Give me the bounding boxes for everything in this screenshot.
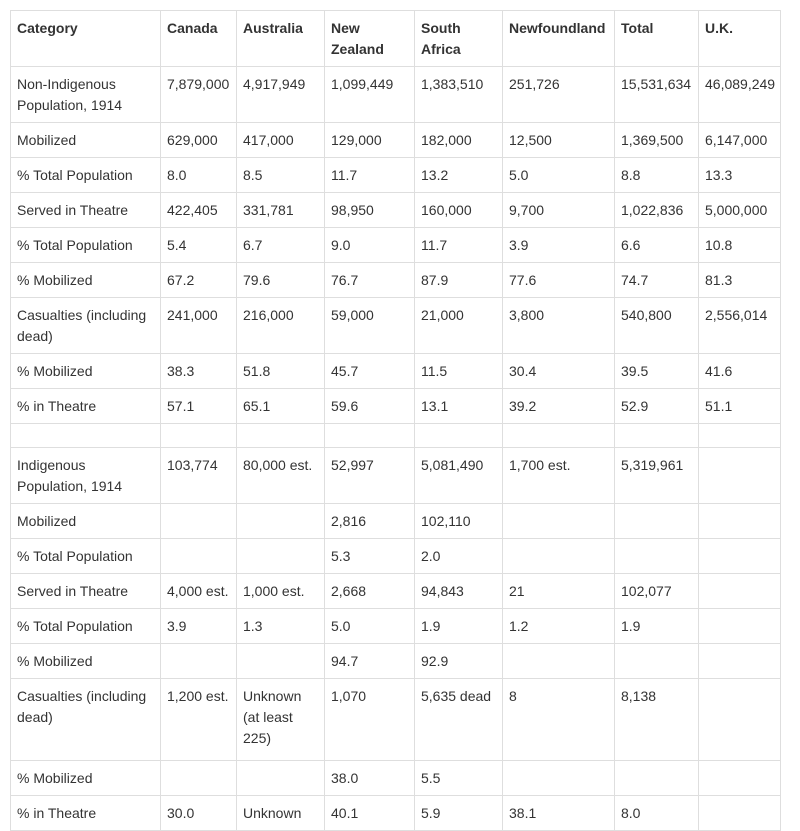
table-cell: 6.6 [615,228,699,263]
table-cell [699,679,781,761]
table-cell: 5,081,490 [415,448,503,504]
table-cell: 67.2 [161,263,237,298]
table-cell: 41.6 [699,354,781,389]
table-cell: 38.0 [325,761,415,796]
row-label-cell: % Mobilized [11,354,161,389]
table-cell: 7,879,000 [161,67,237,123]
table-cell: 417,000 [237,123,325,158]
table-cell: 94,843 [415,574,503,609]
table-cell: 59.6 [325,389,415,424]
table-cell: 40.1 [325,796,415,831]
table-cell: 2.0 [415,539,503,574]
table-cell: 103,774 [161,448,237,504]
table-cell: 11.7 [325,158,415,193]
row-label-cell: % in Theatre [11,796,161,831]
table-cell: 5.5 [415,761,503,796]
separator-cell [615,424,699,448]
table-row [11,389,781,424]
header-cell: U.K. [699,11,781,67]
header-cell: Canada [161,11,237,67]
table-cell: 3,800 [503,298,615,354]
row-label-cell: Casualties (including dead) [11,679,161,761]
table-cell: 38.1 [503,796,615,831]
table-cell: 46,089,249 [699,67,781,123]
table-cell: 251,726 [503,67,615,123]
header-row [11,11,781,67]
separator-cell [11,424,161,448]
separator-cell [161,424,237,448]
table-cell: 13.1 [415,389,503,424]
table-row [11,193,781,228]
table-cell: 94.7 [325,644,415,679]
table-cell: 1,070 [325,679,415,761]
row-label-cell: % Mobilized [11,761,161,796]
table-cell: 21,000 [415,298,503,354]
table-cell: 98,950 [325,193,415,228]
table-cell: 12,500 [503,123,615,158]
table-cell: Unknown [237,796,325,831]
table-row [11,298,781,354]
table-cell: 3.9 [161,609,237,644]
table-row [11,354,781,389]
table-cell: 129,000 [325,123,415,158]
table-row [11,67,781,123]
table-cell [237,539,325,574]
table-cell: 2,556,014 [699,298,781,354]
row-label-cell: Served in Theatre [11,193,161,228]
table-row [11,609,781,644]
table-row [11,796,781,831]
row-label-cell: % Total Population [11,539,161,574]
table-cell [699,448,781,504]
table-cell: 15,531,634 [615,67,699,123]
row-label-cell: Served in Theatre [11,574,161,609]
table-cell: 11.5 [415,354,503,389]
table-cell: 13.3 [699,158,781,193]
table-cell [161,504,237,539]
table-cell: 102,077 [615,574,699,609]
table-row [11,679,781,761]
table-cell: 1.2 [503,609,615,644]
table-cell: 5,319,961 [615,448,699,504]
table-cell: 9.0 [325,228,415,263]
table-cell: Unknown (at least 225) [237,679,325,761]
table-cell: 1,000 est. [237,574,325,609]
table-cell: 5.9 [415,796,503,831]
table-cell: 540,800 [615,298,699,354]
table-cell: 241,000 [161,298,237,354]
table-cell [237,761,325,796]
table-cell: 8.8 [615,158,699,193]
table-cell: 87.9 [415,263,503,298]
table-cell: 5.0 [503,158,615,193]
header-cell: South Africa [415,11,503,67]
row-label-cell: Casualties (including dead) [11,298,161,354]
table-cell [503,504,615,539]
table-row [11,539,781,574]
table-row [11,504,781,539]
separator-cell [237,424,325,448]
table-cell: 51.1 [699,389,781,424]
table-cell: 77.6 [503,263,615,298]
table-cell [699,761,781,796]
table-cell: 52,997 [325,448,415,504]
table-cell: 160,000 [415,193,503,228]
table-cell: 331,781 [237,193,325,228]
table-cell: 1,700 est. [503,448,615,504]
row-label-cell: Non-Indigenous Population, 1914 [11,67,161,123]
table-cell: 57.1 [161,389,237,424]
table-row [11,158,781,193]
row-label-cell: % Mobilized [11,263,161,298]
row-label-cell: % in Theatre [11,389,161,424]
table-cell: 2,668 [325,574,415,609]
table-cell: 5.4 [161,228,237,263]
table-cell: 65.1 [237,389,325,424]
separator-cell [325,424,415,448]
table-cell: 8 [503,679,615,761]
table-cell: 216,000 [237,298,325,354]
table-cell: 8.5 [237,158,325,193]
table-cell: 5.3 [325,539,415,574]
table-cell: 30.0 [161,796,237,831]
table-cell: 8.0 [161,158,237,193]
table-cell: 102,110 [415,504,503,539]
table-cell: 79.6 [237,263,325,298]
table-cell: 1,099,449 [325,67,415,123]
table-cell: 5,000,000 [699,193,781,228]
table-row [11,761,781,796]
table-cell: 81.3 [699,263,781,298]
table-cell: 8.0 [615,796,699,831]
table-cell [161,761,237,796]
section-separator-row [11,424,781,448]
table-cell: 1,369,500 [615,123,699,158]
table-cell: 1.9 [615,609,699,644]
table-cell [161,644,237,679]
header-cell: Australia [237,11,325,67]
military-statistics-table [10,10,781,831]
table-row [11,263,781,298]
table-cell [699,609,781,644]
header-cell: Newfoundland [503,11,615,67]
table-cell [161,539,237,574]
table-container [10,10,781,831]
table-cell [699,539,781,574]
row-label-cell: Indigenous Population, 1914 [11,448,161,504]
table-cell: 422,405 [161,193,237,228]
table-cell: 30.4 [503,354,615,389]
header-cell: Category [11,11,161,67]
table-cell: 92.9 [415,644,503,679]
separator-cell [503,424,615,448]
table-cell: 74.7 [615,263,699,298]
table-cell [615,539,699,574]
table-cell: 1,383,510 [415,67,503,123]
table-cell [699,644,781,679]
table-row [11,123,781,158]
table-cell: 76.7 [325,263,415,298]
table-cell: 11.7 [415,228,503,263]
row-label-cell: % Total Population [11,609,161,644]
table-cell: 21 [503,574,615,609]
table-cell [615,504,699,539]
table-cell [699,796,781,831]
table-cell: 38.3 [161,354,237,389]
table-cell: 13.2 [415,158,503,193]
separator-cell [415,424,503,448]
header-cell: Total [615,11,699,67]
table-cell [615,761,699,796]
table-row [11,228,781,263]
table-cell [237,504,325,539]
table-cell: 5.0 [325,609,415,644]
table-cell: 9,700 [503,193,615,228]
table-cell: 8,138 [615,679,699,761]
row-label-cell: % Mobilized [11,644,161,679]
table-body [11,67,781,831]
table-cell: 39.2 [503,389,615,424]
table-row [11,574,781,609]
table-cell: 182,000 [415,123,503,158]
row-label-cell: Mobilized [11,504,161,539]
table-cell [699,574,781,609]
table-cell: 6,147,000 [699,123,781,158]
row-label-cell: % Total Population [11,228,161,263]
table-cell [503,644,615,679]
table-cell: 39.5 [615,354,699,389]
table-cell: 45.7 [325,354,415,389]
table-cell [699,504,781,539]
table-cell [503,761,615,796]
table-cell: 4,000 est. [161,574,237,609]
table-cell: 10.8 [699,228,781,263]
row-label-cell: % Total Population [11,158,161,193]
row-label-cell: Mobilized [11,123,161,158]
table-cell: 1,022,836 [615,193,699,228]
table-cell: 1,200 est. [161,679,237,761]
table-cell: 51.8 [237,354,325,389]
table-cell [237,644,325,679]
table-cell: 59,000 [325,298,415,354]
table-cell [615,644,699,679]
table-row [11,448,781,504]
table-cell: 80,000 est. [237,448,325,504]
separator-cell [699,424,781,448]
table-cell: 1.9 [415,609,503,644]
table-cell: 629,000 [161,123,237,158]
table-cell: 5,635 dead [415,679,503,761]
header-cell: New Zealand [325,11,415,67]
table-cell: 2,816 [325,504,415,539]
table-cell: 4,917,949 [237,67,325,123]
table-cell: 3.9 [503,228,615,263]
table-cell: 1.3 [237,609,325,644]
table-cell: 52.9 [615,389,699,424]
table-row [11,644,781,679]
table-cell: 6.7 [237,228,325,263]
table-cell [503,539,615,574]
